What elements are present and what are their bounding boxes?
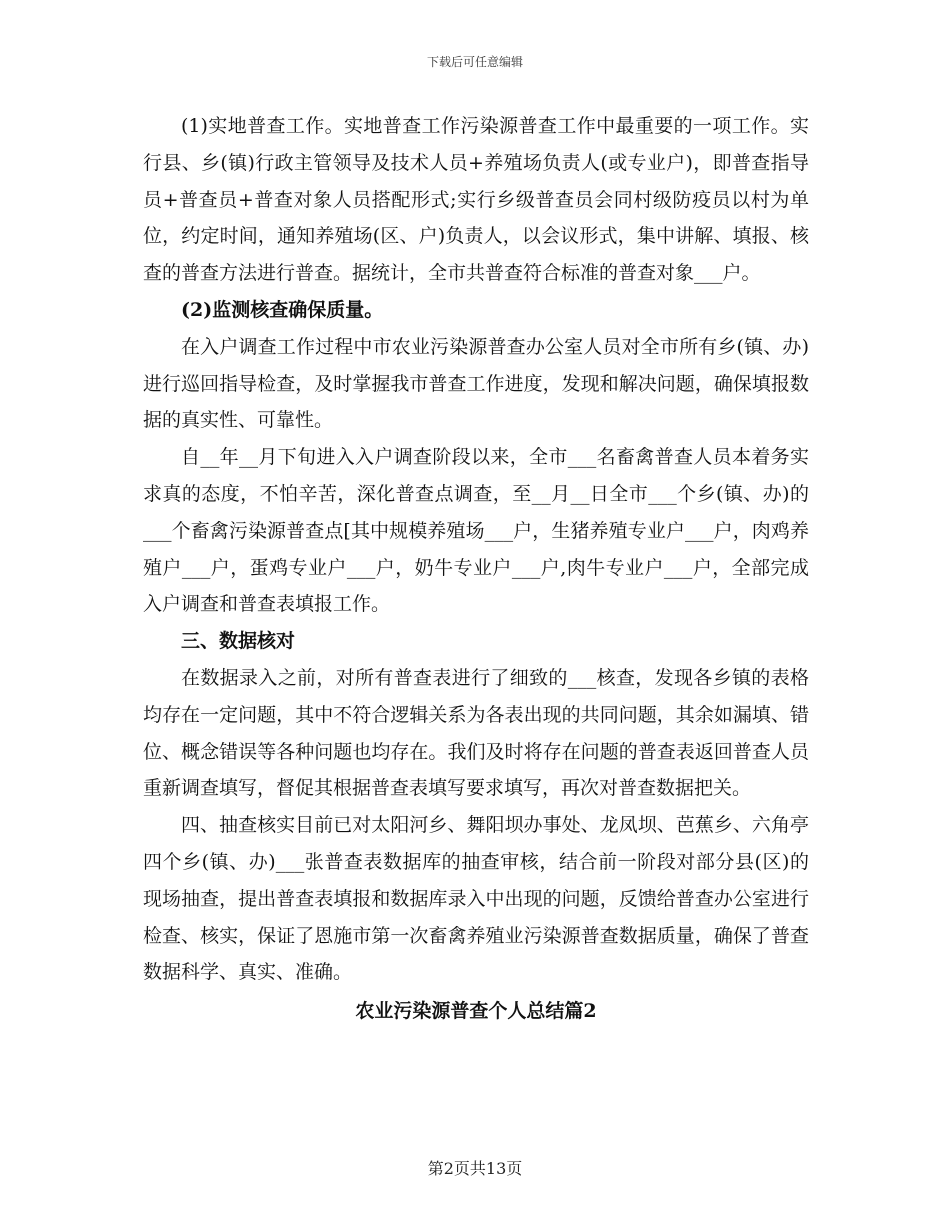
page-header: 下载后可任意编辑 [426, 55, 523, 69]
paragraph-data-check: 在数据录入之前，对所有普查表进行了细致的___核查，发现各乡镇的表格均存在一定问题，其中不符合逻辑关系为各表出现的共同问题，其余如漏填、错位、概念错误等各种问题也均存在。我们及时将存在问题的普查表返回普查人员重新调查填写，督促其根据普查表填写要求填写，再次对普查数据把关。 [143, 666, 809, 800]
paragraph-field-survey: (1)实地普查工作。实地普查工作污染源普查工作中最重要的一项工作。实行县、乡(镇)行政主管领导及技术人员+养殖场负责人(或专业户)，即普查指导员+普查员+普查对象人员搭配形式;实行乡级普查员会同村级防疫员以村为单位，约定时间，通知养殖场(区、户)负责人，以会议形式，集中讲解、填报、核查的普查方法进行普查。据统计，全市共普查符合标准的普查对象___户。 [143, 115, 809, 285]
heading-monitoring: (2)监测核查确保质量。 [181, 298, 384, 321]
document-body [143, 108, 809, 1030]
heading-data-check: 三、数据核对 [181, 630, 296, 653]
paragraph-progress: 自__年__月下旬进入入户调查阶段以来，全市___名畜禽普查人员本着务实求真的态度，不怕辛苦，深化普查点调查，至__月__日全市___个乡(镇、办)的___个畜禽污染源普查点[其中规模养殖场___户，生猪养殖专业户___户，肉鸡养殖户___户，蛋鸡专业户___户，奶牛专业户___户,肉牛专业户___户，全部完成入户调查和普查表填报工作。 [143, 446, 809, 616]
page-footer: 第2页共13页 [427, 1159, 523, 1178]
paragraph-spot-check: 四、抽查核实目前已对太阳河乡、舞阳坝办事处、龙凤坝、芭蕉乡、六角亭四个乡(镇、办)___张普查表数据库的抽查审核，结合前一阶段对部分县(区)的现场抽查，提出普查表填报和数据库录入中出现的问题，反馈给普查办公室进行检查、核实，保证了恩施市第一次畜禽养殖业污染源普查数据质量，确保了普查数据科学、真实、准确。 [143, 814, 809, 984]
paragraph-inspection: 在入户调查工作过程中市农业污染源普查办公室人员对全市所有乡(镇、办)进行巡回指导检查，及时掌握我市普查工作进度，发现和解决问题，确保填报数据的真实性、可靠性。 [143, 335, 809, 432]
section-title: 农业污染源普查个人总结篇2 [355, 1000, 597, 1023]
